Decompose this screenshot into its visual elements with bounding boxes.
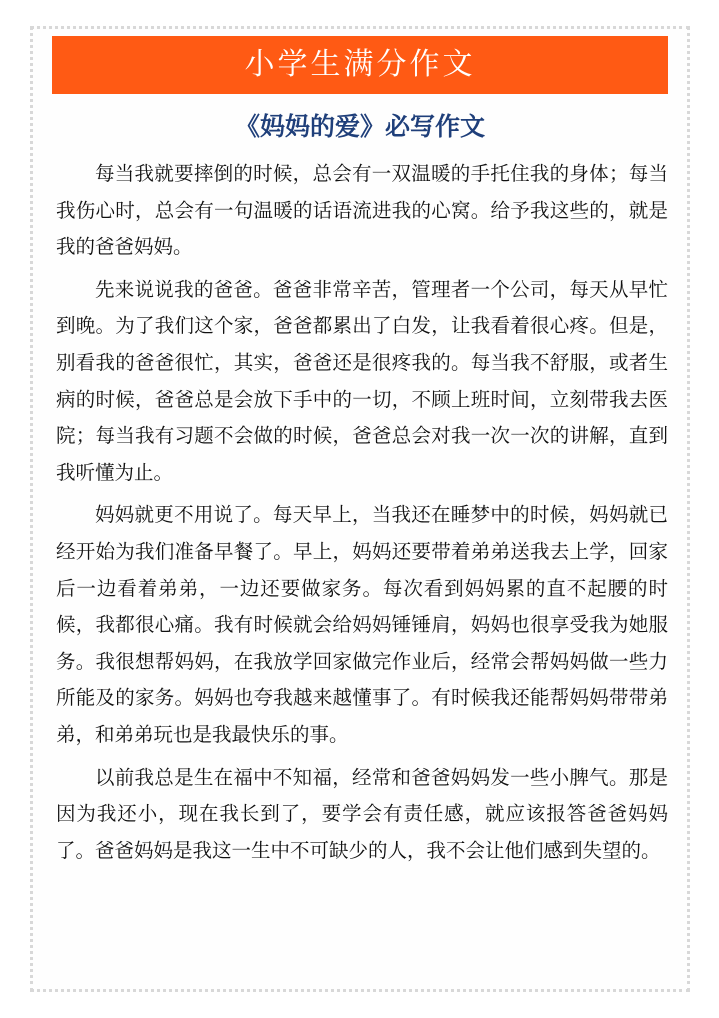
essay-body [56, 156, 668, 875]
paragraph-3: 妈妈就更不用说了。每天早上，当我还在睡梦中的时候，妈妈就已经开始为我们准备早餐了。早上，妈妈还要带着弟弟送我去上学，回家后一边看着弟弟，一边还要做家务。每次看到妈妈累的直不起腰的时候，我都很心痛。我有时候就会给妈妈锤锤肩，妈妈也很享受我为她服务。我很想帮妈妈，在我放学回家做完作业后，经常会帮妈妈做一些力所能及的家务。妈妈也夸我越来越懂事了。有时候我还能帮妈妈带带弟弟，和弟弟玩也是我最快乐的事。 [56, 503, 668, 746]
paragraph-2: 先来说说我的爸爸。爸爸非常辛苦，管理者一个公司，每天从早忙到晚。为了我们这个家，爸爸都累出了白发，让我看着很心疼。但是，别看我的爸爸很忙，其实，爸爸还是很疼我的。每当我不舒服，或者生病的时候，爸爸总是会放下手中的一切，不顾上班时间，立刻带我去医院；每当我有习题不会做的时候，爸爸总会对我一次一次的讲解，直到我听懂为止。 [56, 277, 668, 484]
paragraph-1: 每当我就要摔倒的时候，总会有一双温暖的手托住我的身体；每当我伤心时，总会有一句温暖的话语流进我的心窝。给予我这些的，就是我的爸爸妈妈。 [56, 162, 668, 259]
title-banner [52, 36, 668, 94]
essay-title: 《妈妈的爱》必写作文 [234, 112, 485, 141]
banner-title: 小学生满分作文 [244, 47, 476, 82]
paragraph-4: 以前我总是生在福中不知福，经常和爸爸妈妈发一些小脾气。那是因为我还小，现在我长到了，要学会有责任感，就应该报答爸爸妈妈了。爸爸妈妈是我这一生中不可缺少的人，我不会让他们感到失望的。 [56, 765, 668, 862]
